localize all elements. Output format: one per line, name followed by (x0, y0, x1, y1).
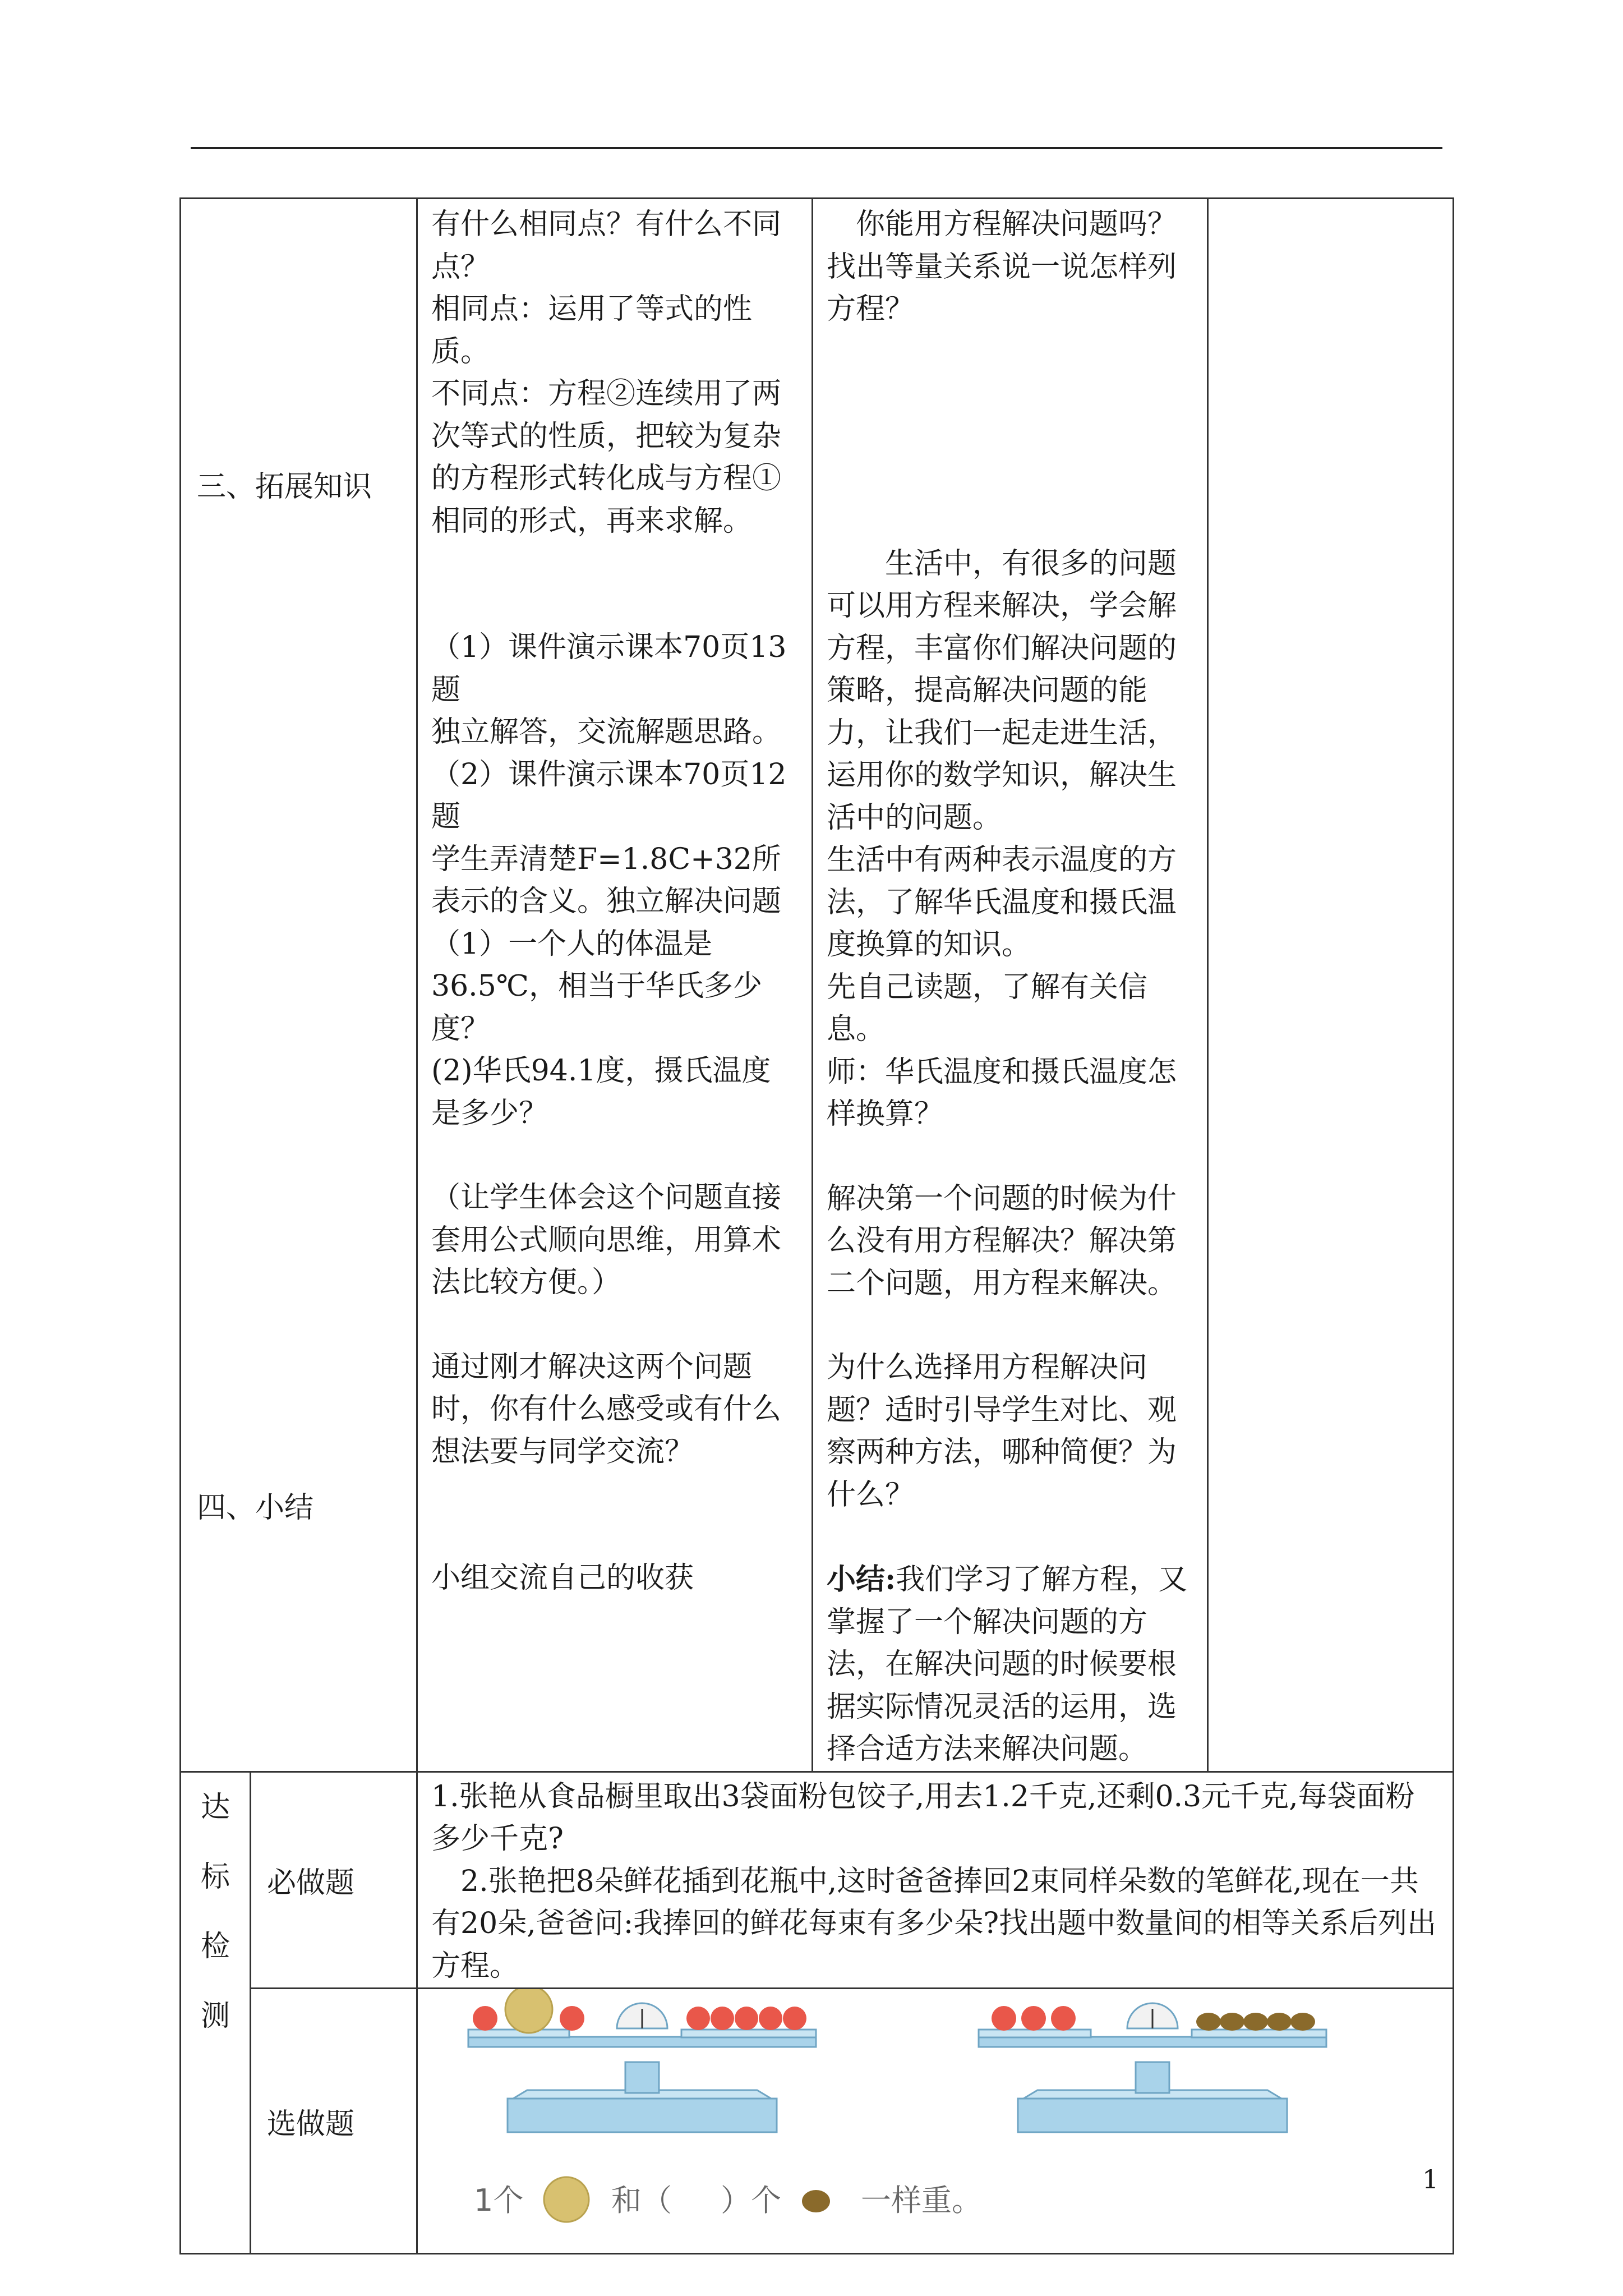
peach-icon (992, 2006, 1016, 2031)
summary-label: 小结 (827, 1562, 886, 1596)
scale-right-pan-right (1192, 2030, 1326, 2037)
scale-right (979, 2003, 1326, 2132)
scale-right-beam (979, 2037, 1326, 2047)
kiwi-icon (1196, 2013, 1221, 2031)
lesson-table (179, 197, 1454, 2254)
scale-left (468, 1989, 816, 2132)
text-p5: 独立解答，交流解题思路。 (431, 715, 782, 749)
text-p3: 不同点：方程②连续用了两次等式的性质，把较为复杂的方程形式转化成与方程①相同的形式，再来求解。 (431, 377, 782, 538)
required-questions-cell (417, 1772, 1454, 1989)
kiwi-icon (1290, 2013, 1315, 2031)
text-p12: 小组交流自己的收获 (431, 1561, 694, 1595)
lesson-table-container (179, 197, 1453, 2218)
puzzle-text-one: 1个 (474, 2183, 524, 2218)
scale-left-beam (468, 2037, 816, 2047)
puzzle-text-and: 和（ (611, 2183, 672, 2218)
optional-row (181, 1989, 1454, 2254)
optional-label: 选做题 (267, 2107, 355, 2141)
peach-icon (560, 2006, 584, 2031)
assessment-cell (181, 1772, 251, 2254)
kiwi-icon (1243, 2013, 1268, 2031)
assessment-vertical-label (181, 1773, 250, 2051)
scale-left-base (508, 2099, 777, 2132)
section-summary-label: 四、小结 (197, 1491, 314, 1525)
text-p10: （让学生体会这个问题直接套用公式顺向思维，用算术法比较方便。） (431, 1181, 782, 1299)
notes-cell (1208, 199, 1454, 1772)
assessment-char-4: 测 (200, 1999, 230, 2033)
guide-p5: 师：华氏温度和摄氏温度怎样换算？ (827, 1055, 1177, 1131)
peach-icon (783, 2007, 806, 2030)
page-number: 1 (1422, 2164, 1439, 2194)
guide-p7: 为什么选择用方程解决问题？适时引导学生对比、观察两种方法，哪种简便？为什么？ (827, 1351, 1177, 1512)
teacher-guide-cell (813, 199, 1208, 1772)
kiwi-icon (1267, 2013, 1292, 2031)
peach-icon (759, 2007, 782, 2030)
peach-icon (473, 2006, 497, 2031)
guide-p8 (827, 1558, 1193, 1771)
guide-p3: 生活中有两种表示温度的方法，了解华氏温度和摄氏温度换算的知识。 (827, 843, 1177, 961)
text-p8: （1）一个人的体温是36.5℃，相当于华氏多少度？ (431, 927, 762, 1046)
scale-right-base (1018, 2099, 1287, 2132)
text-p6: （2）课件演示课本70页12题 (431, 757, 787, 834)
peach-icon (735, 2007, 758, 2030)
balance-scale-figure (418, 1989, 1450, 2253)
text-p1: 有什么相同点？有什么不同点？ (431, 208, 782, 284)
puzzle-text-end: 一样重。 (861, 2183, 982, 2218)
assessment-char-3: 检 (200, 1929, 230, 1963)
student-activity-cell (417, 199, 813, 1772)
lesson-row (181, 199, 1454, 1772)
melon-icon (505, 1989, 552, 2033)
text-p4: （1）课件演示课本70页13题 (431, 631, 787, 707)
text-p2: 相同点：运用了等式的性质。 (431, 292, 753, 369)
assessment-char-2: 标 (200, 1860, 230, 1894)
scale-right-pan-left (979, 2030, 1091, 2037)
kiwi-icon (1220, 2013, 1244, 2031)
scale-left-pan-right (681, 2030, 816, 2037)
text-p11: 通过刚才解决这两个问题时，你有什么感受或有什么想法要与同学交流？ (431, 1350, 782, 1469)
required-label-cell (251, 1772, 417, 1989)
required-row (181, 1772, 1454, 1989)
question-2: 2.张艳把8朵鲜花插到花瓶中,这时爸爸捧回2束同样朵数的笔鲜花,现在一共有20朵,爸爸问:我捧回的鲜花每束有多少朵?找出题中数量间的相等关系后列出方程。 (431, 1864, 1437, 1983)
assessment-char-1: 达 (200, 1790, 230, 1824)
peach-icon (1051, 2006, 1076, 2031)
section-cell (181, 199, 417, 1772)
guide-p4: 先自己读题，了解有关信息。 (827, 970, 1148, 1046)
summary-text: 我们学习了解方程，又掌握了一个解决问题的方法，在解决问题的时候要根据实际情况灵活的运用，选择合适方法来解决问题。 (827, 1563, 1188, 1766)
header-rule (191, 147, 1442, 149)
peach-icon (711, 2007, 734, 2030)
optional-figure-cell (417, 1989, 1454, 2254)
text-p9: (2)华氏94.1度，摄氏温度是多少？ (431, 1054, 771, 1130)
peach-icon (686, 2007, 710, 2030)
summary-colon: : (885, 1562, 896, 1596)
scale-left-pillar (625, 2062, 659, 2093)
puzzle-text-close: ）个 (721, 2183, 781, 2218)
guide-p6: 解决第一个问题的时候为什么没有用方程解决？解决第二个问题，用方程来解决。 (827, 1181, 1177, 1300)
scale-right-pillar (1136, 2062, 1169, 2093)
optional-label-cell (251, 1989, 417, 2254)
kiwi-icon (802, 2190, 830, 2212)
melon-icon (544, 2177, 589, 2222)
puzzle-sentence (474, 2177, 982, 2222)
text-p7: 学生弄清楚F=1.8C+32所表示的含义。独立解决问题 (431, 842, 782, 918)
question-1: 1.张艳从食品橱里取出3袋面粉包饺子,用去1.2千克,还剩0.3元千克,每袋面粉多少千克? (431, 1779, 1415, 1856)
guide-p2: 生活中，有很多的问题可以用方程来解决，学会解方程，丰富你们解决问题的策略，提高解决问题的能力，让我们一起走进生活，运用你的数学知识，解决生活中的问题。 (827, 546, 1177, 835)
required-label: 必做题 (267, 1866, 355, 1900)
peach-icon (1021, 2006, 1046, 2031)
guide-p1: 你能用方程解决问题吗？找出等量关系说一说怎样列方程？ (827, 208, 1177, 326)
section-expand-label: 三、拓展知识 (197, 470, 372, 504)
